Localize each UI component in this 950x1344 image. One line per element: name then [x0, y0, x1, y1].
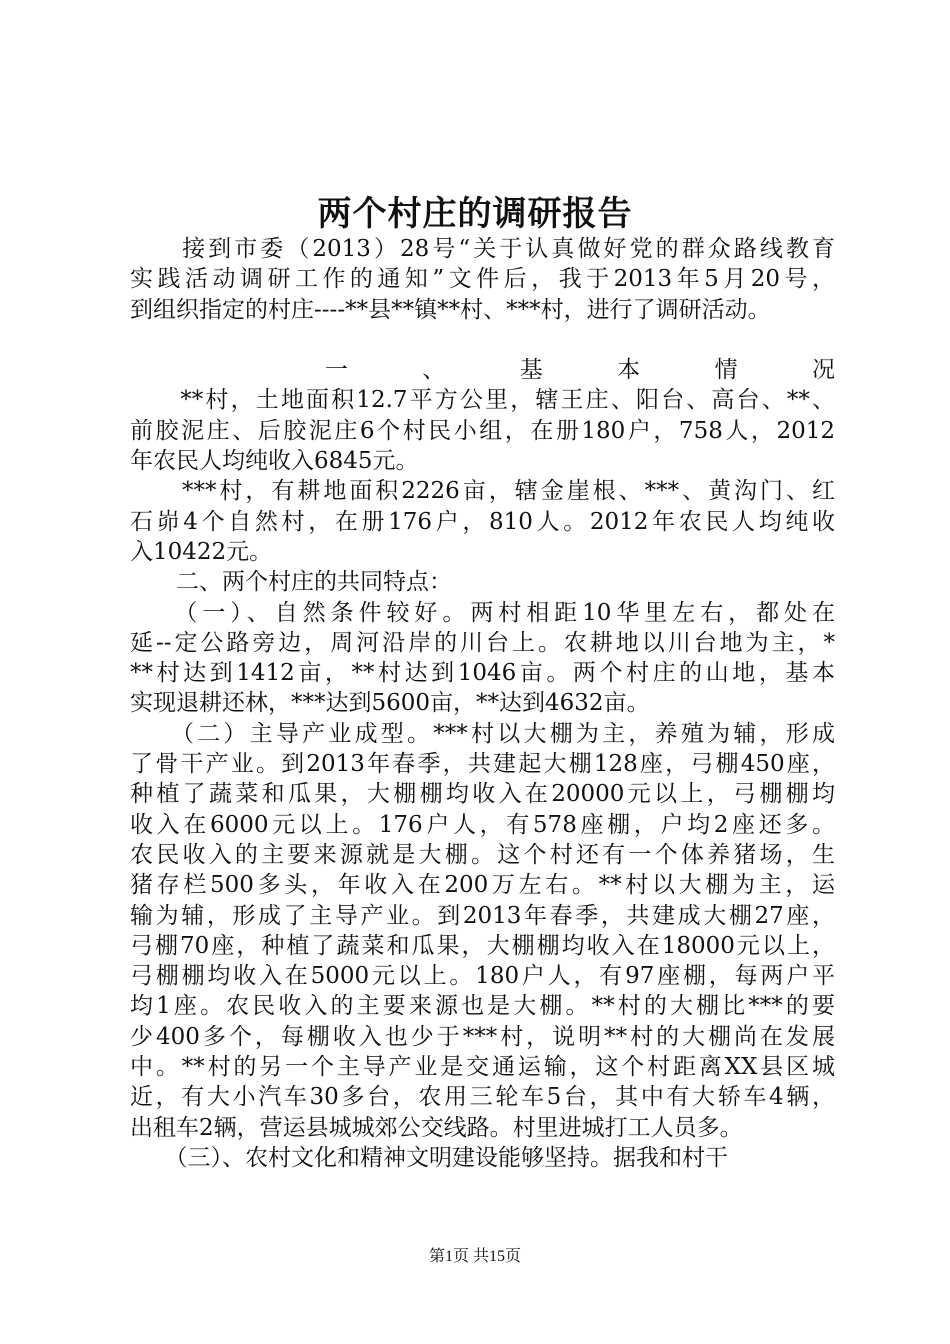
text-line: **村，土地面积12.7平方公里，辖王庄、阳台、高台、**、 [130, 387, 835, 414]
text-line: 实践活动调研工作的通知”文件后，我于2013年5月20号， [130, 266, 835, 293]
text-line: **村达到1412亩，**村达到1046亩。两个村庄的山地，基本 [130, 660, 835, 687]
text-line: 种植了蔬菜和瓜果，大棚棚均收入在20000元以上，弓棚棚均 [130, 781, 835, 808]
text-line: 近，有大小汽车30多台，农用三轮车5台，其中有大轿车4辆， [130, 1084, 835, 1111]
text-line: 出租车2辆，营运县城城郊公交线路。村里进城打工人员多。 [130, 1114, 743, 1141]
text-line: 了骨干产业。到2013年春季，共建起大棚128座，弓棚450座， [130, 751, 835, 778]
text-line: （三）、农村文化和精神文明建设能够坚持。据我和村干 [130, 1144, 728, 1171]
text-line: 年农民人均纯收入6845元。 [130, 448, 419, 475]
text-line: ***村，有耕地面积2226亩，辖金崖根、***、黄沟门、红 [130, 478, 835, 505]
text-line: 实现退耕还林，***达到5600亩，**达到4632亩。 [130, 690, 650, 717]
text-line: 弓棚70座，种植了蔬菜和瓜果，大棚棚均收入在18000元以上， [130, 932, 835, 959]
text-line: 接到市委（2013）28号“关于认真做好党的群众路线教育 [130, 236, 835, 262]
document-body [130, 234, 835, 1173]
text-line: 弓棚棚均收入在5000元以上。180户人，有97座棚，每两户平 [130, 963, 835, 990]
text-line: 入10422元。 [130, 538, 273, 565]
text-line: 前胶泥庄、后胶泥庄6个村民小组，在册180户，758人，2012 [130, 417, 835, 444]
text-line: 二、两个村庄的共同特点： [130, 569, 452, 596]
text-line: 农民收入的主要来源就是大棚。这个村还有一个体养猪场，生 [130, 841, 835, 868]
text-line: 中。**村的另一个主导产业是交通运输，这个村距离XX县区城 [130, 1054, 835, 1081]
document-title: 两个村庄的调研报告 [317, 194, 633, 234]
page-footer: 第1页 共15页 [428, 1248, 521, 1265]
text-line: 均1座。农民收入的主要来源也是大棚。**村的大棚比***的要 [130, 993, 835, 1020]
text-line: （一）、自然条件较好。两村相距10华里左右，都处在 [130, 599, 835, 626]
text-line: 输为辅，形成了主导产业。到2013年春季，共建成大棚27座， [130, 902, 835, 929]
text-line: （二）主导产业成型。***村以大棚为主，养殖为辅，形成 [130, 720, 835, 747]
text-line: 到组织指定的村庄----**县**镇**村、***村，进行了调研活动。 [130, 296, 771, 323]
text-line: 猪存栏500多头，年收入在200万左右。**村以大棚为主，运 [130, 872, 835, 899]
text-line: 一、基本情况 [130, 357, 835, 384]
text-line: 少400多个，每棚收入也少于***村，说明**村的大棚尚在发展 [130, 1023, 835, 1050]
blank-line [130, 325, 835, 355]
text-line: 收入在6000元以上。176户人，有578座棚，户均2座还多。 [130, 811, 835, 838]
text-line: 石峁4个自然村，在册176户，810人。2012年农民人均纯收 [130, 508, 835, 535]
text-line: 延--定公路旁边，周河沿岸的川台上。农耕地以川台地为主，* [130, 629, 835, 656]
